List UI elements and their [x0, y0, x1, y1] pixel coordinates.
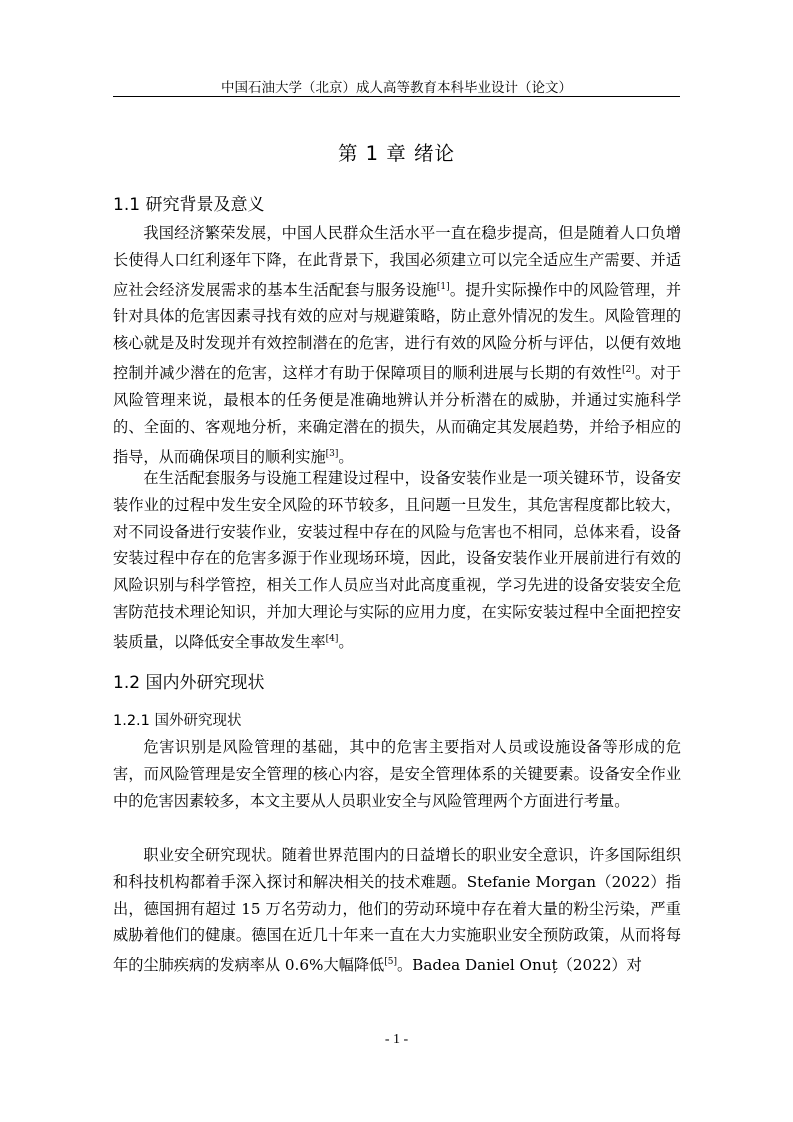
subsection-heading-1-2-1: 1.2.1 国外研究现状	[113, 713, 242, 729]
chapter-title: 第 1 章 绪论	[337, 142, 455, 165]
citation-marker: [3]	[325, 448, 339, 459]
running-header: 中国石油大学（北京）成人高等教育本科毕业设计（论文）	[221, 80, 572, 96]
body-paragraph: 危害识别是风险管理的基础，其中的危害主要指对人员或设施设备等形成的危害，而风险管理是安全管理的核心内容，是安全管理体系的关键要素。设备安全作业中的危害因素较多，本文主要从人员职业安全与风险管理两个方面进行考量。	[113, 738, 681, 810]
body-paragraph: 在生活配套服务与设施工程建设过程中，设备安装作业是一项关键环节，设备安装作业的过程中发生安全风险的环节较多，且问题一旦发生，其危害程度都比较大，对不同设备进行安装作业，安装过程中存在的风险与危害也不相同，总体来看，设备安装过程中存在的危害多源于作业现场环境，因此，设备安装作业开展前进行有效的风险识别与科学管控，相关工作人员应当对此高度重视，学习先进的设备安装安全危害防范技术理论知识，并加大理论与实际的应用力度，在实际安装过程中全面把控安装质量，以降低安全事故发生率[4]。	[113, 469, 681, 651]
header-rule	[113, 96, 680, 97]
citation-marker: [1]	[436, 281, 450, 292]
citation-marker: [2]	[621, 365, 635, 376]
citation-marker: [4]	[325, 633, 339, 644]
page-number: - 1 -	[384, 1032, 409, 1047]
body-paragraph: 职业安全研究现状。随着世界范围内的日益增长的职业安全意识，许多国际组织和科技机构都着手深入探讨和解决相关的技术难题。Stefanie Morgan（2022）指出，德国拥有超过 15 万名劳动力，他们的劳动环境中存在着大量的粉尘污染，严重威胁着他们的健康。德国在近几十年来一直在大力实施职业安全预防政策，从而将每年的尘肺疾病的发病率从 0.6%大幅降低[5]。Badea Daniel Onuț（2022）对	[113, 846, 681, 975]
section-heading-1-1: 1.1 研究背景及意义	[113, 195, 265, 215]
section-heading-1-2: 1.2 国内外研究现状	[113, 673, 265, 693]
citation-marker: [5]	[384, 957, 397, 968]
body-paragraph: 我国经济繁荣发展，中国人民群众生活水平一直在稳步提高，但是随着人口负增长使得人口红利逐年下降，在此背景下，我国必须建立可以完全适应生产需要、并适应社会经济发展需求的基本生活配套与服务设施[1]。提升实际操作中的风险管理，并针对具体的危害因素寻找有效的应对与规避策略，防止意外情况的发生。风险管理的核心就是及时发现并有效控制潜在的危害，进行有效的风险分析与评估，以便有效地控制并减少潜在的危害，这样才有助于保障项目的顺利进展与长期的有效性[2]。对于风险管理来说，最根本的任务便是准确地辨认并分析潜在的威胁，并通过实施科学的、全面的、客观地分析，来确定潜在的损失，从而确定其发展趋势，并给予相应的指导，从而确保项目的顺利实施[3]。	[113, 224, 682, 466]
